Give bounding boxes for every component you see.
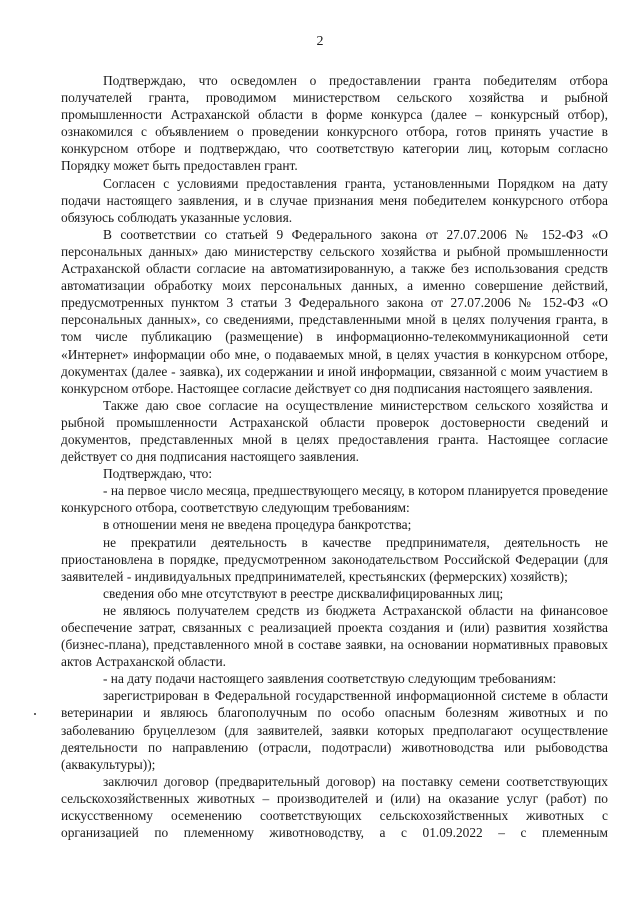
paragraph-confirm-heading: Подтверждаю, что: (103, 466, 213, 482)
paragraph-no-bankruptcy: в отношении меня не введена процедура банкротства; (103, 517, 412, 533)
paragraph-semen-supply-contract: заключил договор (предварительный договор) на поставку семени соответствующих сельскохозяйственных животных – производителей и (или) на оказание услуг (работ) по искусственному осеменению соответствующих сельскохозяйственных животных с организацией по племенному животноводству, а с 01.09.2022 – с племенным (61, 773, 608, 841)
paragraph-activity-not-stopped: не прекратили деятельность в качестве предпринимателя, деятельность не приостановлена в порядке, предусмотренном законодательством Российской Федерации (для заявителей - индивидуальных предпринимателей, крестьянских (фермерских) хозяйств); (61, 534, 608, 584)
paragraph-grant-awareness: Подтверждаю, что осведомлен о предоставлении гранта победителям отбора получателей гранта, проводимом министерством сельского хозяйства и рыбной промышленности Астраханской области в форме конкурса (далее – конкурсный отбор), ознакомился с объявлением о проведении конкурсного отбора, готов принять участие в конкурсном отборе и подтверждаю, что соответствую категории лиц, которым согласно Порядку может быть предоставлен грант. (61, 73, 608, 174)
paragraph-filing-date-requirements: - на дату подачи настоящего заявления соответствую следующим требованиям: (103, 671, 557, 687)
paragraph-veterinary-registration: зарегистрирован в Федеральной государственной информационной системе в области ветеринарии и являюсь благополучным по особо опасным болезням животных и по заболеванию бруцеллезом (для заявителей, заявки которых предполагают осуществление деятельности по направлению (отрасли, подотрасли) животноводства или рыбоводства (аквакультуры)); (61, 688, 608, 772)
document-body (61, 72, 608, 841)
paragraph-personal-data-consent: В соответствии со статьей 9 Федерального закона от 27.07.2006 № 152-ФЗ «О персональных данных» даю министерству сельского хозяйства и рыбной промышленности Астраханской области согласие на автоматизированную, а также без использования средств автоматизации обработку моих персональных данных, а именно совершение действий, предусмотренных пунктом 3 статьи 3 Федерального закона от 27.07.2006 № 152-ФЗ «О персональных данных», со сведениями, представленными мной в целях получения гранта, в том числе публикацию (размещение) в информационно-телекоммуникационной сети «Интернет» информации обо мне, о подаваемых мной, в целях участия в конкурсном отборе, документах (далее - заявка), их содержании и иной информации, связанной с моим участием в конкурсном отборе. Настоящее согласие действует со дня подписания настоящего заявления. (61, 226, 608, 396)
paragraph-not-budget-recipient: не являюсь получателем средств из бюджета Астраханской области на финансовое обеспечение затрат, связанных с реализацией проекта создания и (или) развития хозяйства (бизнес-плана), представленного мной в составе заявки, на основании нормативных правовых актов Астраханской области. (61, 602, 608, 670)
paragraph-first-day-requirements: - на первое число месяца, предшествующего месяцу, в котором планируется проведение конкурсного отбора, соответствую следующим требованиям: (61, 483, 608, 516)
paragraph-agree-conditions: Согласен с условиями предоставления гранта, установленными Порядком на дату подачи настоящего заявления, и в случае признания меня победителем конкурсного отбора обязуюсь соблюдать указанные условия. (61, 175, 608, 225)
scan-speck (34, 713, 36, 715)
paragraph-verification-consent: Также даю свое согласие на осуществление министерством сельского хозяйства и рыбной промышленности Астраханской области проверок достоверности сведений и документов, представленных мной в целях предоставления гранта. Настоящее согласие действует со дня подписания настоящего заявления. (61, 397, 608, 465)
page-number: 2 (316, 34, 324, 49)
paragraph-not-disqualified: сведения обо мне отсутствуют в реестре дисквалифицированных лиц; (103, 585, 504, 601)
